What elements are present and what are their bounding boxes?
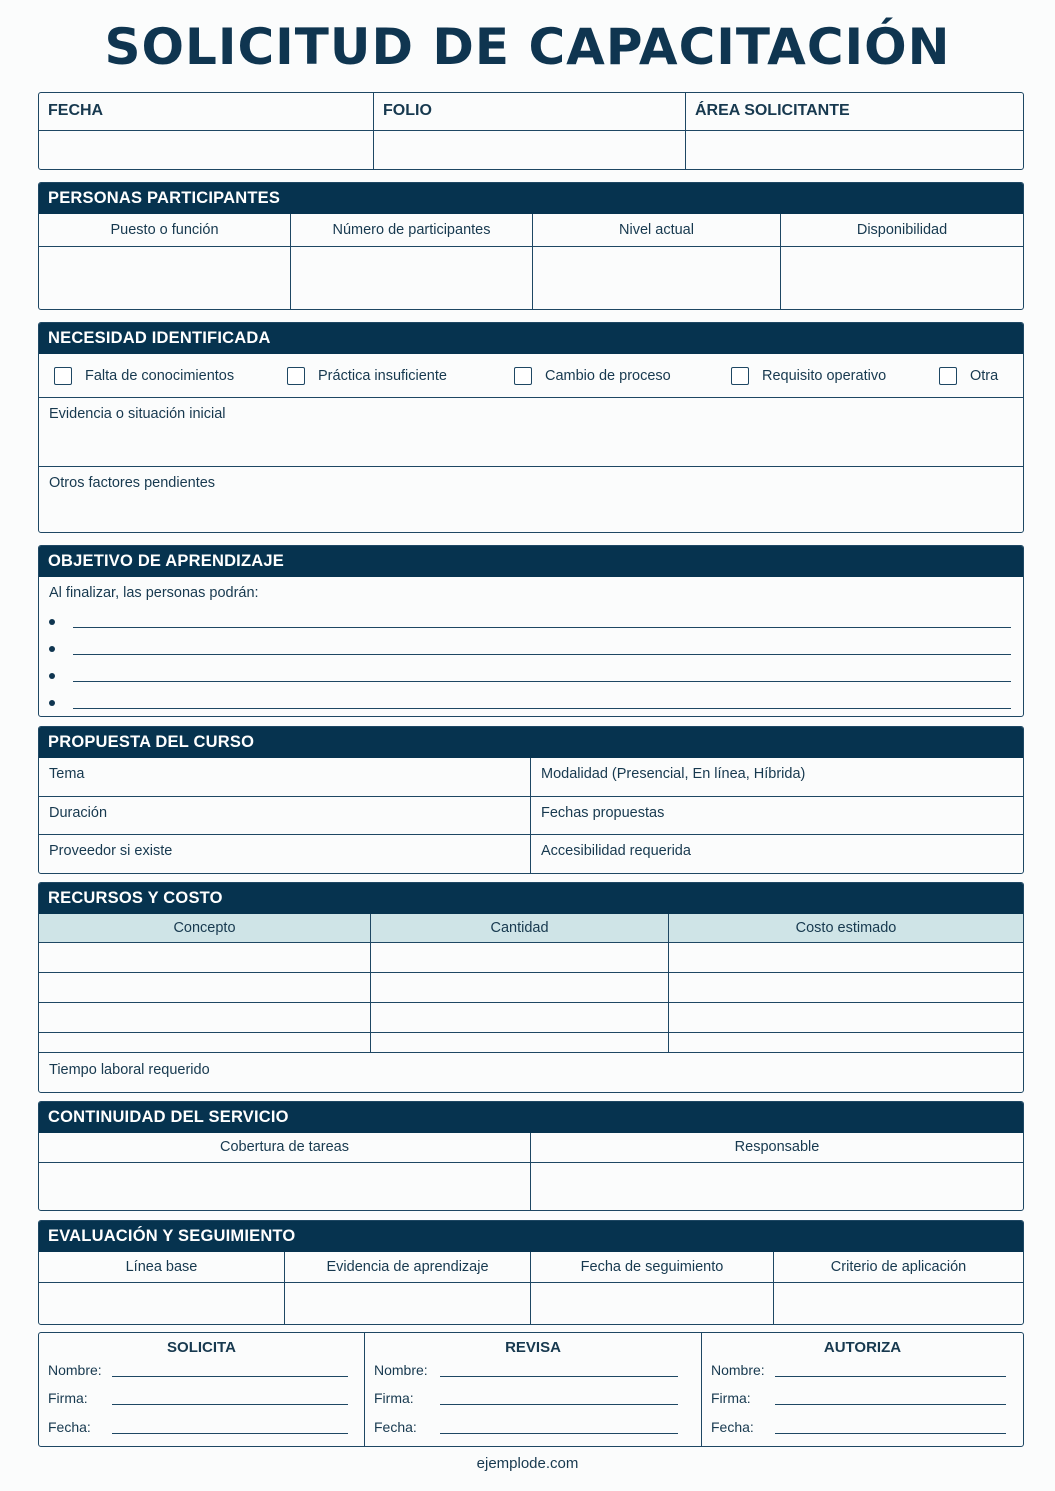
nivel-field[interactable] [533, 247, 781, 309]
continuidad-section [38, 1101, 1024, 1211]
numero-field[interactable] [291, 247, 533, 309]
bullet-icon [49, 619, 55, 625]
table-row [39, 973, 1023, 1003]
checkbox[interactable] [514, 367, 532, 385]
option-requisito[interactable] [731, 367, 886, 385]
fecha-line[interactable] [711, 1419, 754, 1435]
col-evidencia: Evidencia de aprendizaje [285, 1252, 531, 1282]
fecha-seguimiento-field[interactable] [531, 1283, 774, 1325]
solicita-title: SOLICITA [167, 1339, 236, 1356]
col-nivel: Nivel actual [533, 214, 781, 246]
folio-label: FOLIO [374, 93, 686, 130]
option-cambio[interactable] [514, 367, 671, 385]
fecha-label: FECHA [39, 93, 374, 130]
accesibilidad-field[interactable]: Accesibilidad requerida [541, 843, 691, 859]
autoriza-title: AUTORIZA [823, 1339, 902, 1356]
footer-site: ejemplode.com [476, 1455, 579, 1472]
concepto-cell[interactable] [39, 1033, 371, 1052]
objetivo-line[interactable] [49, 693, 1011, 709]
checkbox[interactable] [731, 367, 749, 385]
fecha-label: Fecha: [48, 1419, 91, 1435]
necesidad-options [39, 354, 1023, 398]
col-concepto: Concepto [39, 914, 371, 942]
firma-label: Firma: [48, 1390, 88, 1406]
tiempo-field[interactable]: Tiempo laboral requerido [49, 1062, 210, 1078]
area-label: ÁREA SOLICITANTE [695, 102, 850, 119]
revisa-block [365, 1333, 702, 1446]
recursos-section [38, 882, 1024, 1093]
fecha-field[interactable] [39, 131, 374, 169]
firma-line[interactable] [711, 1390, 751, 1406]
option-practica[interactable] [287, 367, 447, 385]
tema-field[interactable]: Tema [39, 758, 531, 796]
table-row [39, 1003, 1023, 1033]
cantidad-cell[interactable] [371, 943, 669, 972]
col-costo: Costo estimado [795, 920, 897, 936]
checkbox[interactable] [939, 367, 957, 385]
table-row [39, 1033, 1023, 1053]
bullet-icon [49, 700, 55, 706]
solicita-block [39, 1333, 365, 1446]
otros-label: Otros factores pendientes [49, 475, 216, 491]
evaluacion-title: EVALUACIÓN Y SEGUIMIENTO [39, 1221, 1023, 1252]
firma-label: Firma: [711, 1390, 751, 1406]
bullet-icon [49, 646, 55, 652]
option-label: Requisito operativo [762, 368, 887, 384]
linea-base-field[interactable] [39, 1283, 285, 1325]
checkbox[interactable] [287, 367, 305, 385]
necesidad-title: NECESIDAD IDENTIFICADA [39, 323, 1023, 354]
firma-line[interactable] [374, 1390, 414, 1406]
proveedor-field[interactable]: Proveedor si existe [39, 835, 531, 873]
objetivo-section [38, 545, 1024, 717]
cantidad-cell[interactable] [371, 973, 669, 1002]
col-puesto: Puesto o función [39, 214, 291, 246]
revisa-title: REVISA [505, 1339, 561, 1356]
otros-field[interactable] [39, 467, 1023, 532]
nombre-line[interactable] [711, 1362, 765, 1378]
cobertura-field[interactable] [39, 1163, 531, 1210]
propuesta-title: PROPUESTA DEL CURSO [39, 727, 1023, 758]
option-label: Práctica insuficiente [318, 368, 447, 384]
costo-cell[interactable] [669, 943, 1023, 972]
col-numero: Número de participantes [291, 214, 533, 246]
recursos-title: RECURSOS Y COSTO [39, 883, 1023, 914]
continuidad-title: CONTINUIDAD DEL SERVICIO [39, 1102, 1023, 1133]
option-label: Otra [970, 368, 999, 384]
autoriza-block [702, 1333, 1023, 1446]
personas-title: PERSONAS PARTICIPANTES [39, 183, 1023, 214]
area-field[interactable] [686, 131, 1023, 169]
fecha-line[interactable] [48, 1419, 91, 1435]
nombre-line[interactable] [48, 1362, 102, 1378]
col-criterio: Criterio de aplicación [830, 1259, 967, 1275]
firmas-section [38, 1332, 1024, 1447]
propuesta-section [38, 726, 1024, 874]
cantidad-cell[interactable] [371, 1033, 669, 1052]
criterio-field[interactable] [774, 1283, 1023, 1325]
evidencia-field[interactable] [39, 398, 1023, 467]
cantidad-cell[interactable] [371, 1003, 669, 1032]
concepto-cell[interactable] [39, 943, 371, 972]
duracion-field[interactable]: Duración [39, 797, 531, 834]
costo-cell[interactable] [669, 973, 1023, 1002]
nombre-label: Nombre: [374, 1362, 428, 1378]
col-cobertura: Cobertura de tareas [39, 1133, 531, 1162]
option-otra[interactable] [939, 367, 998, 385]
bullet-icon [49, 673, 55, 679]
concepto-cell[interactable] [39, 1003, 371, 1032]
disponibilidad-field[interactable] [781, 247, 1023, 309]
col-linea-base: Línea base [39, 1252, 285, 1282]
fecha-line[interactable] [374, 1419, 417, 1435]
evaluacion-section [38, 1220, 1024, 1325]
folio-field[interactable] [374, 131, 686, 169]
header-block [38, 92, 1024, 170]
col-responsable: Responsable [734, 1139, 820, 1155]
nombre-label: Nombre: [48, 1362, 102, 1378]
fecha-label: Fecha: [711, 1419, 754, 1435]
objetivo-line[interactable] [49, 612, 1011, 628]
evidencia-label: Evidencia o situación inicial [49, 406, 226, 422]
option-falta[interactable] [54, 367, 234, 385]
necesidad-section [38, 322, 1024, 533]
responsable-field[interactable] [531, 1163, 1023, 1210]
firma-line[interactable] [48, 1390, 88, 1406]
nombre-label: Nombre: [711, 1362, 765, 1378]
table-row [39, 943, 1023, 973]
evidencia-aprendizaje-field[interactable] [285, 1283, 531, 1325]
objetivo-intro: Al finalizar, las personas podrán: [49, 585, 259, 601]
modalidad-field[interactable]: Modalidad (Presencial, En línea, Híbrida) [541, 766, 806, 782]
costo-cell[interactable] [669, 1033, 1023, 1052]
objetivo-line[interactable] [49, 639, 1011, 655]
concepto-cell[interactable] [39, 973, 371, 1002]
costo-cell[interactable] [669, 1003, 1023, 1032]
checkbox[interactable] [54, 367, 72, 385]
col-disponibilidad: Disponibilidad [856, 222, 948, 238]
puesto-field[interactable] [39, 247, 291, 309]
fecha-label: Fecha: [374, 1419, 417, 1435]
option-label: Falta de conocimientos [85, 368, 235, 384]
objetivo-line[interactable] [49, 666, 1011, 682]
objetivo-title: OBJETIVO DE APRENDIZAJE [39, 546, 1023, 577]
col-cantidad: Cantidad [371, 914, 669, 942]
col-fecha-seguimiento: Fecha de seguimiento [531, 1252, 774, 1282]
firma-label: Firma: [374, 1390, 414, 1406]
fechas-field[interactable]: Fechas propuestas [541, 805, 665, 821]
nombre-line[interactable] [374, 1362, 428, 1378]
page-title: SOLICITUD DE CAPACITACIÓN [104, 18, 951, 76]
personas-section [38, 182, 1024, 310]
option-label: Cambio de proceso [545, 368, 671, 384]
